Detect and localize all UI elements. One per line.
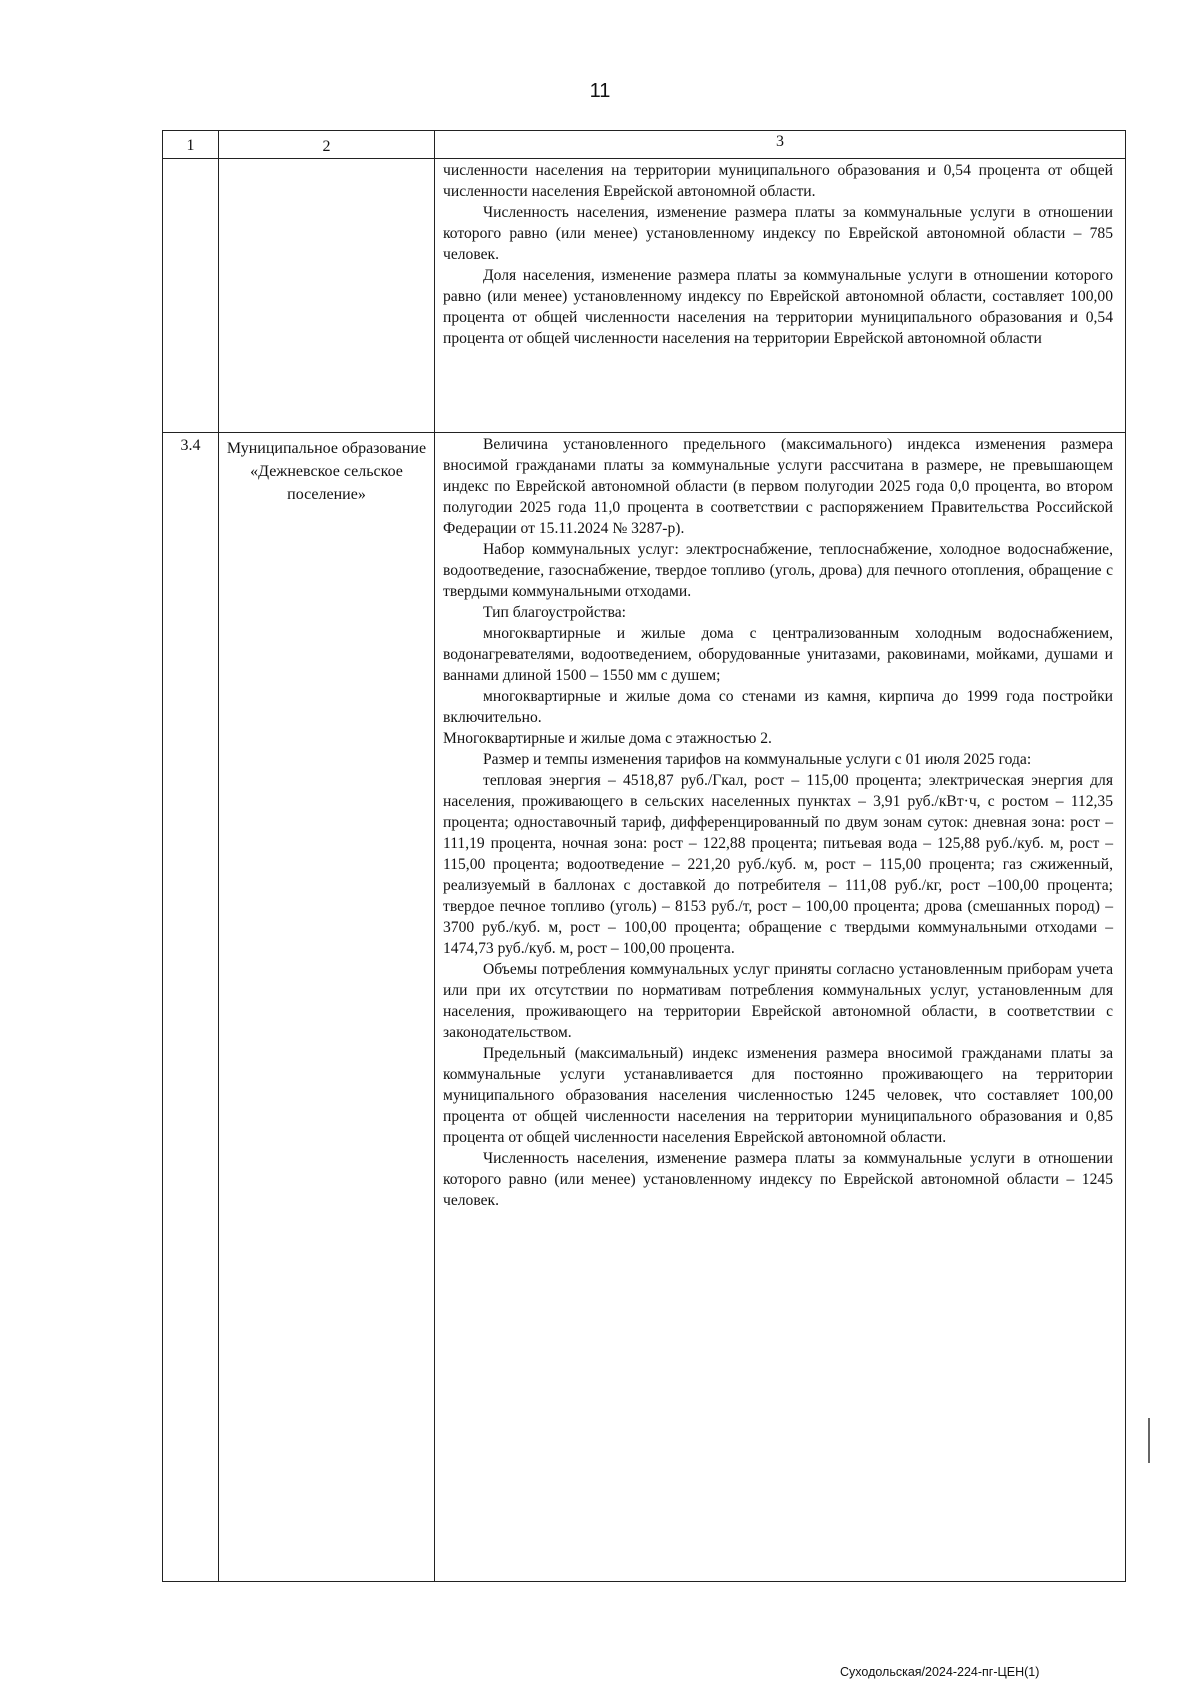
municipality-cell: Муниципальное образование «Дежневское сельское поселение» xyxy=(219,433,435,1582)
page-number: 11 xyxy=(589,80,611,102)
improvement-type-2: многоквартирные и жилые дома со стенами из камня, кирпича до 1999 года постройки включительно. xyxy=(443,688,1113,727)
scan-mark xyxy=(1148,1418,1150,1463)
table-row-3-4 xyxy=(163,433,1126,1582)
services-paragraph: Набор коммунальных услуг: электроснабжение, теплоснабжение, холодное водоснабжение, водоотведение, газоснабжение, твердое топливо (уголь, дрова) для печного отопления, обращение с твердыми коммунальными отходами. xyxy=(443,541,1113,601)
volumes-paragraph: Объемы потребления коммунальных услуг приняты согласно установленным приборам учета или при их отсутствии по нормативам потребления коммунальных услуг, установленным для населения, проживающего на территории Еврейской автономной области, в соответствии с законодательством. xyxy=(443,961,1113,1042)
continuation-paragraph-1: численности населения на территории муниципального образования и 0,54 процента от общей численности населения Еврейской автономной области. xyxy=(443,162,1113,200)
row-number-cell xyxy=(163,159,219,433)
tariffs-paragraph: тепловая энергия – 4518,87 руб./Гкал, рост – 115,00 процента; электрическая энергия для населения, проживающего в сельских населенных пунктах – 3,91 руб./кВт·ч, с ростом – 112,35 процента; одноставочный тариф, дифференцированный по двум зонам суток: дневная зона: рост – 111,19 процента, ночная зона: рост – 122,88 процента; питьевая вода – 125,88 руб./куб. м, рост – 115,00 процента; водоотведение – 221,20 руб./куб. м, рост – 115,00 процента; газ сжиженный, реализуемый в баллонах с доставкой до потребителя – 111,08 руб./кг, рост –100,00 процента; твердое печное топливо (уголь) – 8153 руб./т, рост – 100,00 процента; дрова (смешанных пород) – 3700 руб./куб. м, рост – 100,00 процента; обращение с твердыми коммунальными отходами – 1474,73 руб./куб. м, рост – 100,00 процента. xyxy=(443,772,1113,958)
table-header-row xyxy=(163,131,1126,159)
continuation-paragraph-2: Численность населения, изменение размера платы за коммунальные услуги в отношении которого равно (или менее) установленному индексу по Еврейской автономной области – 785 человек. xyxy=(443,204,1113,263)
municipality-cell xyxy=(219,159,435,433)
document-footer: Суходольская/2024-224-пг-ЦЕН(1) xyxy=(840,1665,1040,1679)
table-row-continuation xyxy=(163,159,1126,433)
improvement-type-1: многоквартирные и жилые дома с централизованным холодным водоснабжением, водонагревателями, водоотведением, оборудованные унитазами, раковинами, мойками, душами и ваннами длиной 1500 – 1550 мм с душем; xyxy=(443,625,1113,685)
floors-paragraph: Многоквартирные и жилые дома с этажностью 2. xyxy=(443,730,772,748)
tariff-table xyxy=(162,130,1126,1582)
row-number-cell: 3.4 xyxy=(163,433,219,1582)
continuation-paragraph-3: Доля населения, изменение размера платы за коммунальные услуги в отношении которого равно (или менее) установленному индексу по Еврейской автономной области, составляет 100,00 процента от общей численности населения на территории муниципального образования и 0,54 процента от общей численности населения на территории Еврейской автономной области xyxy=(443,267,1113,347)
description-cell xyxy=(435,433,1126,1582)
improvement-type-heading: Тип благоустройства: xyxy=(483,604,626,622)
index-paragraph: Величина установленного предельного (максимального) индекса изменения размера вносимой гражданами платы за коммунальные услуги рассчитана в размере, не превышающем индекс по Еврейской автономной области (в первом полугодии 2025 года 0,0 процента, во втором полугодии 2025 года 11,0 процента в соответствии с распоряжением Правительства Российской Федерации от 15.11.2024 № 3287-р). xyxy=(443,436,1113,538)
tariffs-heading: Размер и темпы изменения тарифов на коммунальные услуги с 01 июля 2025 года: xyxy=(483,751,1032,769)
column-header-1: 1 xyxy=(163,131,219,159)
population-paragraph: Численность населения, изменение размера платы за коммунальные услуги в отношении которого равно (или менее) установленному индексу по Еврейской автономной области – 1245 человек. xyxy=(443,1150,1113,1210)
column-header-3: 3 xyxy=(435,131,1126,159)
max-index-paragraph: Предельный (максимальный) индекс изменения размера вносимой гражданами платы за коммунальные услуги устанавливается для постоянно проживающего на территории муниципального образования населения численностью 1245 человек, что составляет 100,00 процента от общей численности населения на территории муниципального образования и 0,85 процента от общей численности населения Еврейской автономной области. xyxy=(443,1045,1113,1147)
description-cell xyxy=(435,159,1126,433)
column-header-2: 2 xyxy=(219,131,435,159)
